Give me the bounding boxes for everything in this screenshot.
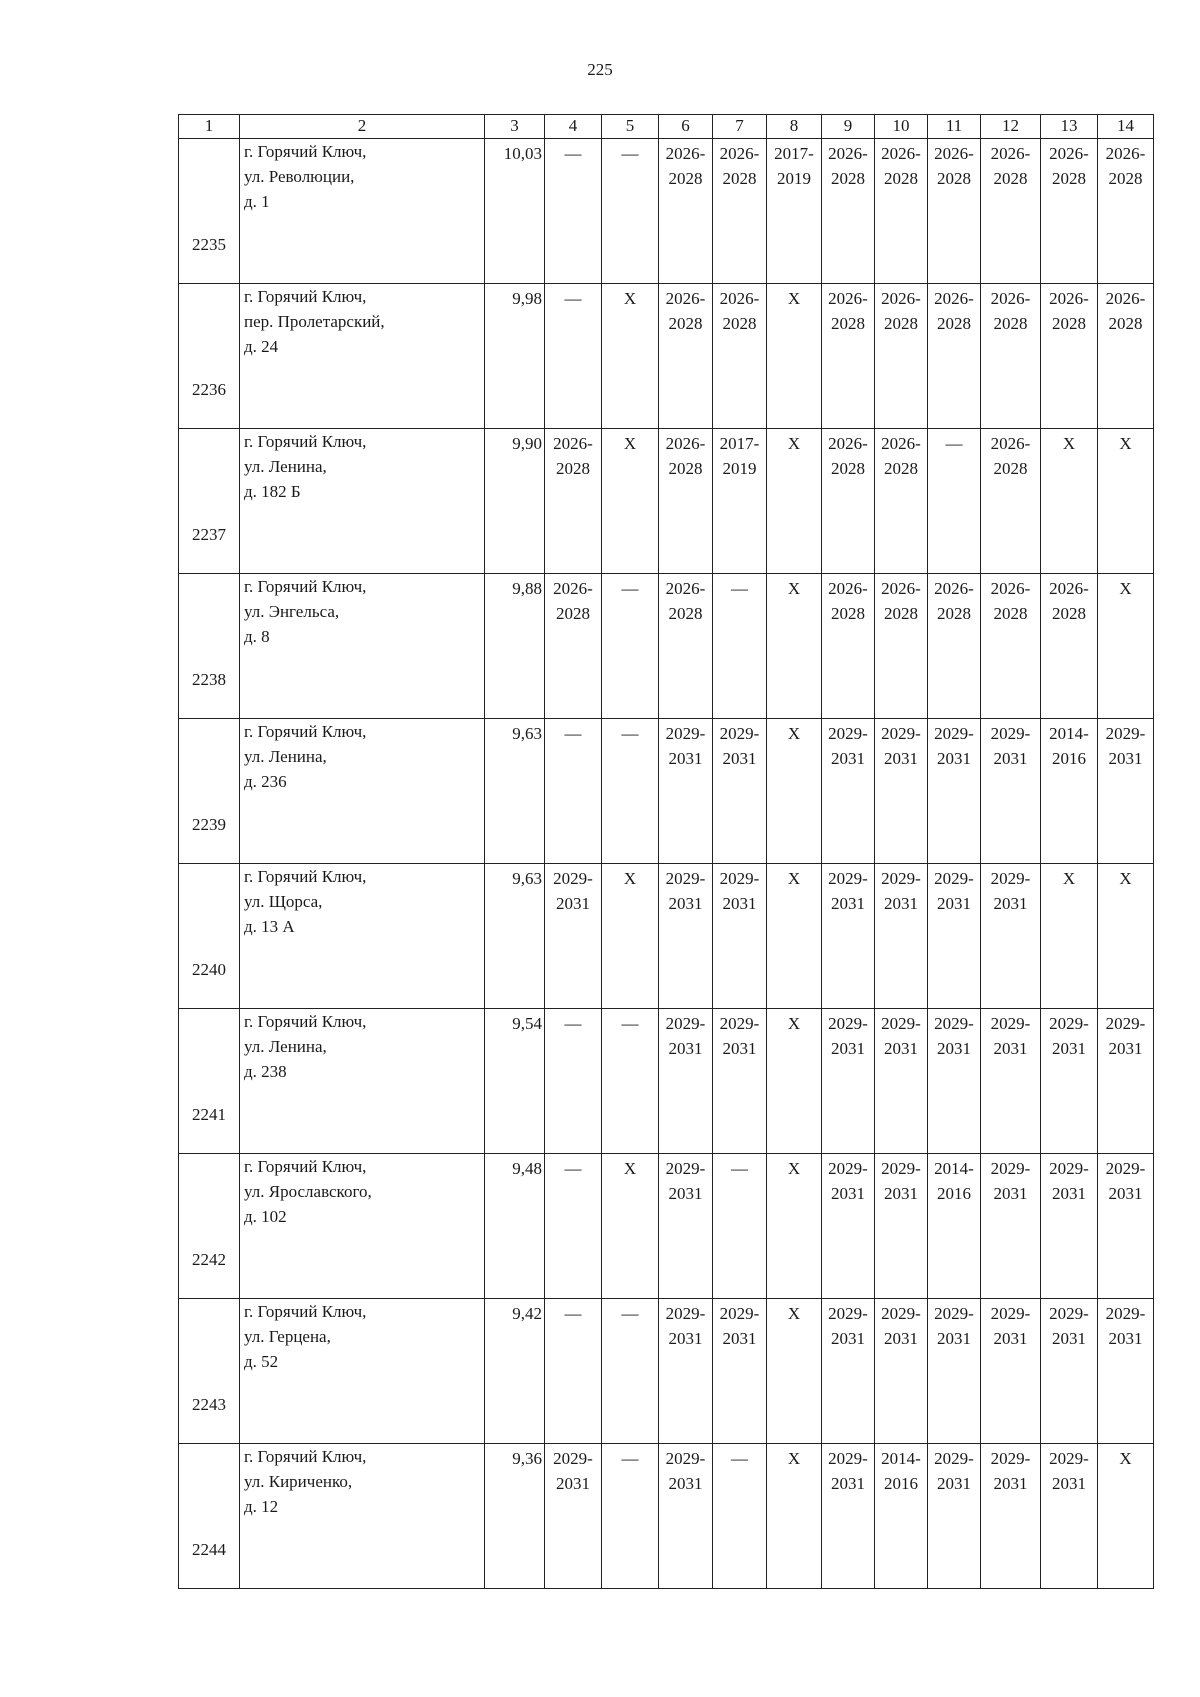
row-number: 2235: [192, 234, 226, 254]
column-header: 3: [485, 115, 545, 139]
column-header: 5: [602, 115, 659, 139]
row-number-cell: [179, 1444, 240, 1589]
period-cell: X: [602, 284, 659, 429]
row-number: 2237: [192, 524, 226, 544]
period-cell: 2029- 2031: [1098, 1299, 1154, 1444]
row-number: 2241: [192, 1104, 226, 1124]
register-table: [178, 114, 1154, 1589]
period-cell: 2026- 2028: [981, 574, 1041, 719]
period-cell: X: [767, 429, 822, 574]
period-cell: 2029- 2031: [822, 1444, 875, 1589]
period-cell: —: [602, 1299, 659, 1444]
period-cell: X: [1098, 574, 1154, 719]
period-cell: 2029- 2031: [659, 1009, 713, 1154]
address-line: г. Горячий Ключ,: [244, 1447, 367, 1466]
period-cell: 2026- 2028: [822, 139, 875, 284]
period-cell: 2014- 2016: [1041, 719, 1098, 864]
address-cell: [240, 1444, 485, 1589]
period-cell: —: [602, 139, 659, 284]
period-cell: 2026- 2028: [545, 429, 602, 574]
column-header: 6: [659, 115, 713, 139]
period-cell: 2026- 2028: [1041, 139, 1098, 284]
row-number: 2236: [192, 379, 226, 399]
value-cell: 9,98: [485, 284, 545, 429]
address-line: ул. Ярославского,: [244, 1182, 372, 1201]
period-cell: 2026- 2028: [713, 139, 767, 284]
address-line: г. Горячий Ключ,: [244, 867, 367, 886]
table-body: [179, 139, 1154, 1589]
period-cell: —: [602, 574, 659, 719]
period-cell: 2029- 2031: [1098, 1009, 1154, 1154]
address-line: ул. Кириченко,: [244, 1472, 353, 1491]
column-header: 7: [713, 115, 767, 139]
period-cell: —: [602, 1009, 659, 1154]
value-cell: 9,90: [485, 429, 545, 574]
address-cell: [240, 1009, 485, 1154]
period-cell: 2026- 2028: [822, 284, 875, 429]
period-cell: 2029- 2031: [928, 1299, 981, 1444]
period-cell: 2026- 2028: [1098, 139, 1154, 284]
address-line: г. Горячий Ключ,: [244, 577, 367, 596]
row-number: 2240: [192, 959, 226, 979]
value-cell: 9,63: [485, 864, 545, 1009]
row-number-cell: [179, 1154, 240, 1299]
period-cell: 2026- 2028: [713, 284, 767, 429]
period-cell: 2026- 2028: [659, 574, 713, 719]
period-cell: —: [545, 719, 602, 864]
period-cell: —: [545, 1009, 602, 1154]
period-cell: 2029- 2031: [1041, 1154, 1098, 1299]
row-number: 2243: [192, 1394, 226, 1414]
column-header: 9: [822, 115, 875, 139]
period-cell: 2026- 2028: [928, 284, 981, 429]
address-line: д. 236: [244, 772, 287, 791]
period-cell: 2029- 2031: [713, 864, 767, 1009]
period-cell: 2029- 2031: [981, 1154, 1041, 1299]
period-cell: 2017- 2019: [713, 429, 767, 574]
row-number-cell: [179, 429, 240, 574]
period-cell: 2029- 2031: [928, 864, 981, 1009]
period-cell: 2029- 2031: [659, 719, 713, 864]
period-cell: 2029- 2031: [928, 1009, 981, 1154]
period-cell: 2029- 2031: [822, 864, 875, 1009]
period-cell: 2029- 2031: [659, 1444, 713, 1589]
address-cell: [240, 284, 485, 429]
address-line: д. 24: [244, 337, 279, 356]
address-line: д. 12: [244, 1497, 279, 1516]
period-cell: X: [602, 429, 659, 574]
period-cell: 2029- 2031: [981, 864, 1041, 1009]
period-cell: 2029- 2031: [659, 1154, 713, 1299]
period-cell: —: [713, 1154, 767, 1299]
table-row: [179, 1444, 1154, 1589]
row-number-cell: [179, 864, 240, 1009]
period-cell: 2029- 2031: [1041, 1009, 1098, 1154]
period-cell: 2029- 2031: [928, 719, 981, 864]
period-cell: 2029- 2031: [875, 1009, 928, 1154]
period-cell: X: [767, 1154, 822, 1299]
period-cell: 2029- 2031: [1041, 1444, 1098, 1589]
period-cell: 2026- 2028: [659, 429, 713, 574]
column-header: 2: [240, 115, 485, 139]
address-line: г. Горячий Ключ,: [244, 287, 367, 306]
row-number-cell: [179, 574, 240, 719]
column-header: 10: [875, 115, 928, 139]
period-cell: 2014- 2016: [875, 1444, 928, 1589]
address-line: ул. Щорса,: [244, 892, 323, 911]
address-cell: [240, 1299, 485, 1444]
row-number: 2242: [192, 1249, 226, 1269]
row-number-cell: [179, 1299, 240, 1444]
period-cell: 2029- 2031: [822, 1154, 875, 1299]
address-line: ул. Энгельса,: [244, 602, 340, 621]
period-cell: 2029- 2031: [713, 1299, 767, 1444]
period-cell: 2029- 2031: [822, 719, 875, 864]
period-cell: —: [545, 1299, 602, 1444]
period-cell: 2029- 2031: [981, 1009, 1041, 1154]
period-cell: X: [767, 1299, 822, 1444]
period-cell: X: [1098, 429, 1154, 574]
period-cell: —: [545, 1154, 602, 1299]
address-line: ул. Ленина,: [244, 747, 327, 766]
period-cell: 2026- 2028: [981, 139, 1041, 284]
column-header: 13: [1041, 115, 1098, 139]
address-line: ул. Ленина,: [244, 457, 327, 476]
period-cell: X: [1098, 1444, 1154, 1589]
address-line: ул. Герцена,: [244, 1327, 331, 1346]
address-line: ул. Ленина,: [244, 1037, 327, 1056]
period-cell: 2029- 2031: [822, 1009, 875, 1154]
period-cell: —: [602, 1444, 659, 1589]
period-cell: 2026- 2028: [875, 284, 928, 429]
row-number-cell: [179, 719, 240, 864]
table-row: [179, 574, 1154, 719]
address-line: д. 8: [244, 627, 270, 646]
value-cell: 9,63: [485, 719, 545, 864]
address-line: пер. Пролетарский,: [244, 312, 385, 331]
period-cell: X: [767, 1444, 822, 1589]
period-cell: X: [767, 719, 822, 864]
period-cell: —: [545, 139, 602, 284]
value-cell: 9,42: [485, 1299, 545, 1444]
row-number-cell: [179, 284, 240, 429]
period-cell: 2026- 2028: [1098, 284, 1154, 429]
table-row: [179, 1299, 1154, 1444]
period-cell: 2026- 2028: [659, 139, 713, 284]
period-cell: 2029- 2031: [981, 1444, 1041, 1589]
period-cell: 2014- 2016: [928, 1154, 981, 1299]
period-cell: —: [713, 574, 767, 719]
table-row: [179, 429, 1154, 574]
period-cell: 2029- 2031: [659, 1299, 713, 1444]
address-line: ул. Революции,: [244, 167, 355, 186]
address-cell: [240, 864, 485, 1009]
period-cell: 2029- 2031: [875, 1299, 928, 1444]
period-cell: X: [602, 1154, 659, 1299]
period-cell: 2029- 2031: [875, 1154, 928, 1299]
period-cell: 2026- 2028: [1041, 574, 1098, 719]
address-line: г. Горячий Ключ,: [244, 142, 367, 161]
address-cell: [240, 429, 485, 574]
address-line: д. 13 А: [244, 917, 295, 936]
address-cell: [240, 719, 485, 864]
address-line: д. 52: [244, 1352, 279, 1371]
column-header: 1: [179, 115, 240, 139]
period-cell: 2029- 2031: [545, 864, 602, 1009]
period-cell: 2029- 2031: [545, 1444, 602, 1589]
value-cell: 9,54: [485, 1009, 545, 1154]
period-cell: —: [602, 719, 659, 864]
table-row: [179, 139, 1154, 284]
table-row: [179, 719, 1154, 864]
address-line: г. Горячий Ключ,: [244, 1302, 367, 1321]
column-header: 8: [767, 115, 822, 139]
table-row: [179, 1154, 1154, 1299]
row-number: 2238: [192, 669, 226, 689]
page-number: 225: [587, 60, 613, 79]
address-cell: [240, 574, 485, 719]
period-cell: 2029- 2031: [1041, 1299, 1098, 1444]
period-cell: 2026- 2028: [875, 574, 928, 719]
address-line: д. 182 Б: [244, 482, 301, 501]
address-line: г. Горячий Ключ,: [244, 722, 367, 741]
period-cell: 2026- 2028: [822, 574, 875, 719]
period-cell: 2029- 2031: [875, 864, 928, 1009]
period-cell: X: [767, 284, 822, 429]
period-cell: 2029- 2031: [713, 719, 767, 864]
period-cell: X: [1041, 429, 1098, 574]
period-cell: 2026- 2028: [659, 284, 713, 429]
period-cell: 2026- 2028: [928, 574, 981, 719]
row-number: 2239: [192, 814, 226, 834]
address-line: г. Горячий Ключ,: [244, 432, 367, 451]
address-cell: [240, 1154, 485, 1299]
table-row: [179, 864, 1154, 1009]
period-cell: —: [928, 429, 981, 574]
row-number: 2244: [192, 1539, 226, 1559]
period-cell: 2029- 2031: [981, 719, 1041, 864]
period-cell: 2026- 2028: [545, 574, 602, 719]
address-line: г. Горячий Ключ,: [244, 1012, 367, 1031]
period-cell: 2026- 2028: [981, 429, 1041, 574]
table-row: [179, 1009, 1154, 1154]
address-line: д. 238: [244, 1062, 287, 1081]
period-cell: X: [767, 864, 822, 1009]
address-line: д. 1: [244, 192, 270, 211]
period-cell: 2029- 2031: [713, 1009, 767, 1154]
period-cell: 2029- 2031: [928, 1444, 981, 1589]
row-number-cell: [179, 139, 240, 284]
period-cell: 2029- 2031: [981, 1299, 1041, 1444]
period-cell: 2026- 2028: [875, 139, 928, 284]
period-cell: X: [602, 864, 659, 1009]
period-cell: 2029- 2031: [822, 1299, 875, 1444]
period-cell: 2026- 2028: [822, 429, 875, 574]
period-cell: X: [767, 574, 822, 719]
row-number-cell: [179, 1009, 240, 1154]
column-header: 4: [545, 115, 602, 139]
value-cell: 9,48: [485, 1154, 545, 1299]
column-header: 12: [981, 115, 1041, 139]
value-cell: 9,36: [485, 1444, 545, 1589]
period-cell: 2026- 2028: [928, 139, 981, 284]
header-row: [179, 115, 1154, 139]
address-line: г. Горячий Ключ,: [244, 1157, 367, 1176]
period-cell: X: [1098, 864, 1154, 1009]
period-cell: 2029- 2031: [659, 864, 713, 1009]
period-cell: 2029- 2031: [875, 719, 928, 864]
period-cell: X: [767, 1009, 822, 1154]
address-cell: [240, 139, 485, 284]
column-header: 11: [928, 115, 981, 139]
value-cell: 10,03: [485, 139, 545, 284]
period-cell: X: [1041, 864, 1098, 1009]
period-cell: —: [713, 1444, 767, 1589]
value-cell: 9,88: [485, 574, 545, 719]
period-cell: 2029- 2031: [1098, 1154, 1154, 1299]
period-cell: 2026- 2028: [875, 429, 928, 574]
period-cell: 2026- 2028: [1041, 284, 1098, 429]
period-cell: —: [545, 284, 602, 429]
period-cell: 2029- 2031: [1098, 719, 1154, 864]
period-cell: 2026- 2028: [981, 284, 1041, 429]
period-cell: 2017- 2019: [767, 139, 822, 284]
table-row: [179, 284, 1154, 429]
address-line: д. 102: [244, 1207, 287, 1226]
column-header: 14: [1098, 115, 1154, 139]
